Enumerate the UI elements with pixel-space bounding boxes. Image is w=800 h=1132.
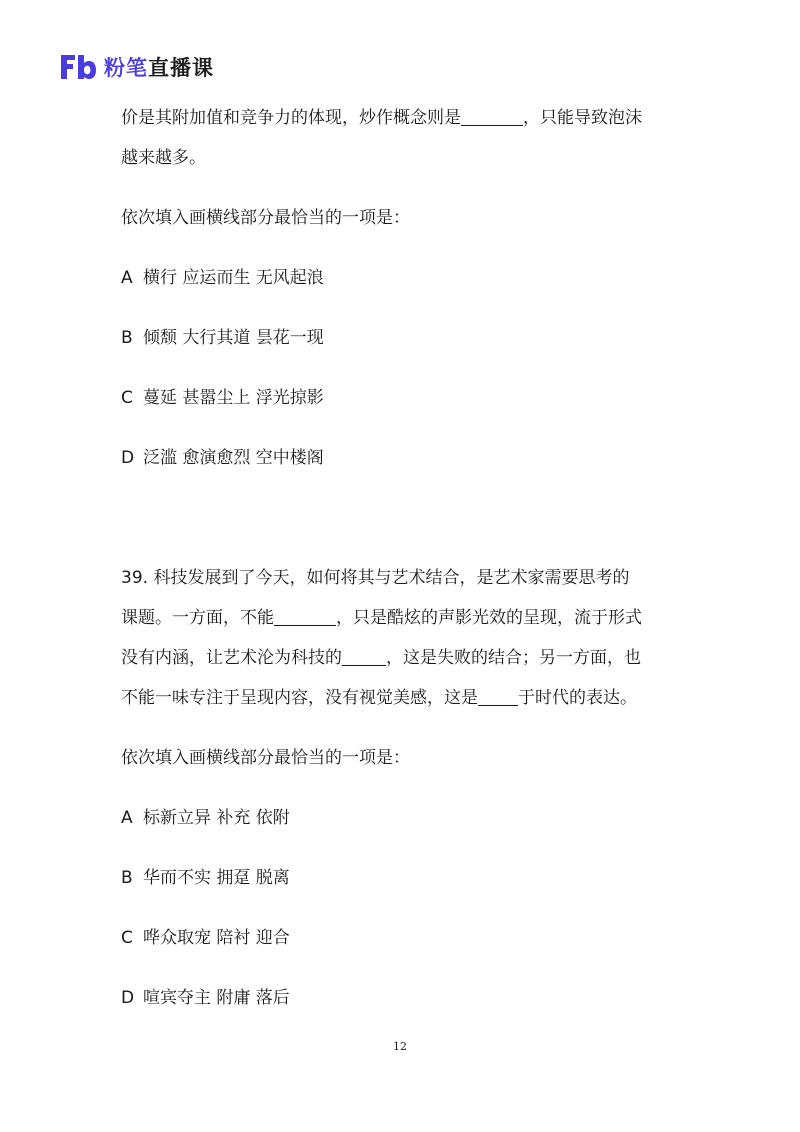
q38-text: 价是其附加值和竞争力的体现，炒作概念则是 bbox=[121, 108, 461, 128]
q39-stem-line-2 bbox=[121, 598, 691, 638]
q38-option-a bbox=[121, 258, 691, 298]
document-body bbox=[121, 98, 691, 1018]
option-letter: B bbox=[121, 328, 133, 348]
logo-text bbox=[104, 52, 214, 82]
q38-option-d bbox=[121, 438, 691, 478]
fill-blank bbox=[274, 603, 336, 626]
option-letter: D bbox=[121, 988, 135, 1008]
option-letter: A bbox=[121, 268, 133, 288]
q39-option-a bbox=[121, 798, 691, 838]
q39-text: 于时代的表达。 bbox=[518, 688, 637, 708]
q39-stem-line-4 bbox=[121, 678, 691, 718]
q39-option-d bbox=[121, 978, 691, 1018]
q39-stem-line-3 bbox=[121, 638, 691, 678]
logo-rest-text: 直播课 bbox=[148, 56, 214, 80]
option-text: 喧宾夺主 附庸 落后 bbox=[143, 988, 290, 1008]
option-text: 横行 应运而生 无风起浪 bbox=[143, 268, 324, 288]
q38-text: ，只能导致泡沫 bbox=[523, 108, 642, 128]
q39-text: ，只是酷炫的声影光效的呈现，流于形式 bbox=[336, 608, 642, 628]
q39-text: 课题。一方面，不能 bbox=[121, 608, 274, 628]
option-text: 蔓延 甚嚣尘上 浮光掠影 bbox=[143, 388, 324, 408]
option-letter: D bbox=[121, 448, 135, 468]
q39-prompt: 依次填入画横线部分最恰当的一项是： bbox=[121, 748, 410, 768]
q38-stem-line-2: 越来越多。 bbox=[121, 148, 206, 168]
q39-stem-line-1: 39. 科技发展到了今天，如何将其与艺术结合，是艺术家需要思考的 bbox=[121, 568, 630, 588]
logo-brand-text: 粉笔 bbox=[104, 56, 148, 80]
option-text: 标新立异 补充 依附 bbox=[143, 808, 290, 828]
q38-option-c bbox=[121, 378, 691, 418]
q39-option-b bbox=[121, 858, 691, 898]
q38-option-b bbox=[121, 318, 691, 358]
option-letter: C bbox=[121, 928, 133, 948]
q39-option-c bbox=[121, 918, 691, 958]
q39-text: ，这是失败的结合；另一方面，也 bbox=[386, 648, 641, 668]
option-text: 泛滥 愈演愈烈 空中楼阁 bbox=[143, 448, 324, 468]
fill-blank bbox=[342, 643, 386, 666]
option-letter: C bbox=[121, 388, 133, 408]
option-text: 倾颓 大行其道 昙花一现 bbox=[143, 328, 324, 348]
q38-stem-line-1 bbox=[121, 98, 691, 138]
fill-blank bbox=[478, 683, 518, 706]
fb-logo-icon bbox=[58, 51, 98, 83]
option-letter: B bbox=[121, 868, 133, 888]
option-text: 哗众取宠 陪衬 迎合 bbox=[143, 928, 290, 948]
q38-prompt: 依次填入画横线部分最恰当的一项是： bbox=[121, 208, 410, 228]
q39-text: 没有内涵，让艺术沦为科技的 bbox=[121, 648, 342, 668]
option-letter: A bbox=[121, 808, 133, 828]
fill-blank bbox=[461, 103, 523, 126]
q39-text: 不能一味专注于呈现内容，没有视觉美感，这是 bbox=[121, 688, 478, 708]
brand-logo bbox=[58, 50, 214, 84]
page-number: 12 bbox=[393, 1040, 407, 1053]
option-text: 华而不实 拥趸 脱离 bbox=[143, 868, 290, 888]
